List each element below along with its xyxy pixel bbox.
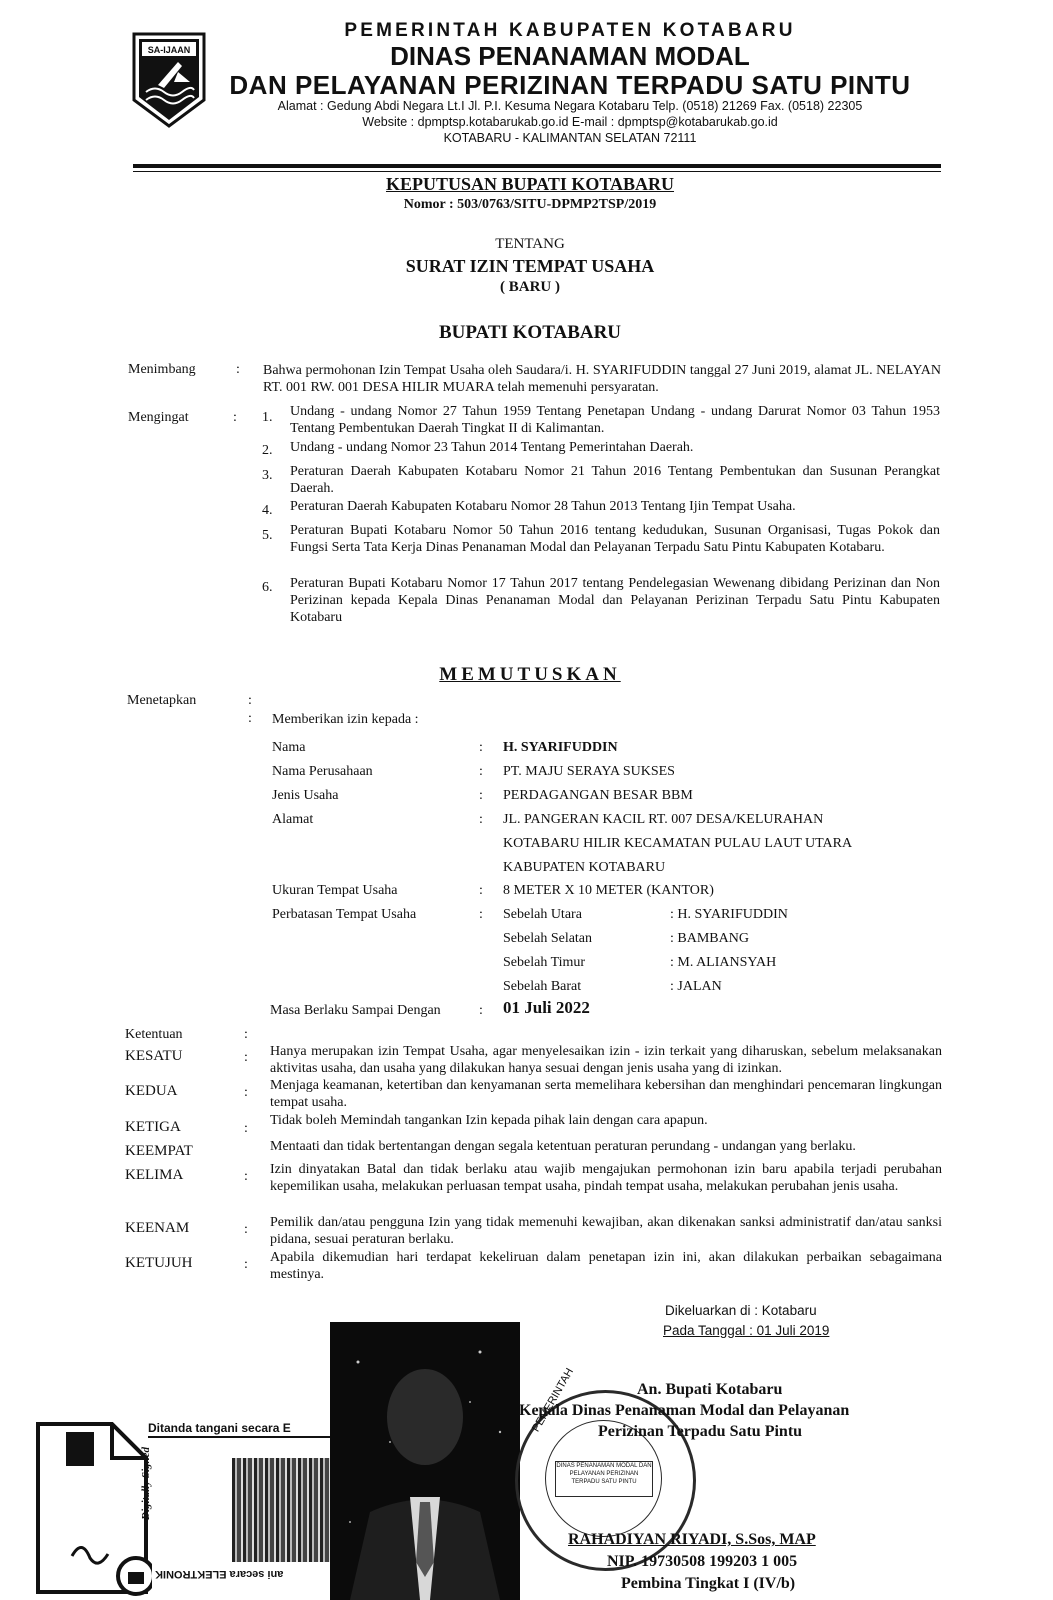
signer-nip: NIP. 19730508 199203 1 005 [607, 1553, 798, 1570]
field-label: Ukuran Tempat Usaha [272, 883, 398, 898]
border-side: Sebelah Utara [503, 907, 582, 922]
mengingat-item-num: 2. [262, 443, 273, 458]
mengingat-item-num: 1. [262, 410, 273, 425]
mengingat-item-text: Peraturan Bupati Kotabaru Nomor 50 Tahun 2016 tentang kedudukan, Susunan Organisasi, Tugas Pokok dan Fungsi Serta Tata Kerja Dinas Penanaman Modal dan Pelayanan Terpadu Satu Pintu Kabupaten Kotabaru. [290, 523, 940, 555]
ketentuan-item-colon: : [244, 1121, 248, 1136]
header-rule-thin [133, 171, 941, 172]
field-colon: : [479, 740, 483, 755]
field-value-address-line: JL. PANGERAN KACIL RT. 007 DESA/KELURAHAN [503, 812, 824, 827]
ketentuan-item-label: KELIMA [125, 1167, 184, 1183]
field-colon: : [479, 883, 483, 898]
regency-logo [130, 30, 208, 130]
border-value: : JALAN [670, 979, 722, 994]
mengingat-item-text: Undang - undang Nomor 23 Tahun 2014 Tentang Pemerintahan Daerah. [290, 440, 694, 455]
ketentuan-item-text: Mentaati dan tidak bertentangan dengan segala ketentuan peraturan perundang - undangan yang berlaku. [270, 1139, 856, 1154]
menetapkan-colon: : [248, 693, 252, 708]
field-label: Nama [272, 740, 306, 755]
ketentuan-item-colon: : [244, 1050, 248, 1065]
field-label: Jenis Usaha [272, 788, 339, 803]
sign-line2: Kepala Dinas Penanaman Modal dan Pelayanan [519, 1402, 850, 1419]
ketentuan-item-colon: : [244, 1085, 248, 1100]
mengingat-label: Mengingat [128, 410, 189, 425]
border-side: Sebelah Selatan [503, 931, 593, 946]
e-sign-rule [148, 1436, 330, 1438]
header-rule-thick [133, 164, 941, 168]
field-colon: : [479, 907, 483, 922]
ketentuan-item-text: Hanya merupakan izin Tempat Usaha, agar menyelesaikan izin - izin terkait yang diharuskan, sebelum melaksanakan aktivitas usaha, dan usaha yang dilakukan hanya sesuai dengan jenis usaha yang di izinkan. [270, 1044, 942, 1076]
header-address: Alamat : Gedung Abdi Negara Lt.I Jl. P.I. Kesuma Negara Kotabaru Telp. (0518) 21269 Fax. (0518) 22305 [277, 99, 863, 113]
qr-code [232, 1458, 330, 1562]
validity-colon: : [479, 1003, 483, 1018]
ketentuan-item-colon: : [244, 1222, 248, 1237]
ketentuan-item-text: Tidak boleh Memindah tangankan Izin kepada pihak lain dengan cara apapun. [270, 1113, 708, 1128]
menetapkan-colon-2: : [248, 711, 252, 726]
menetapkan-label: Menetapkan [127, 693, 197, 708]
mengingat-item-text: Undang - undang Nomor 27 Tahun 1959 Tentang Penetapan Undang - undang Darurat Nomor 03 Tahun 1953 Tentang Pembentukan Daerah Tingkat II di Kalimantan. [290, 404, 940, 436]
applicant-photo [330, 1322, 520, 1600]
signer-name: RAHADIYAN RIYADI, S.Sos, MAP [568, 1531, 816, 1548]
mengingat-colon: : [233, 410, 237, 425]
field-value-address-line: KOTABARU HILIR KECAMATAN PULAU LAUT UTARA [503, 836, 853, 851]
menimbang-text: Bahwa permohonan Izin Tempat Usaha oleh Saudara/i. H. SYARIFUDDIN tanggal 27 Juni 2019, alamat JL. NELAYAN RT. 001 RW. 001 DESA HILIR MUARA telah memenuhi persyaratan. [263, 363, 941, 395]
border-side: Sebelah Barat [503, 979, 582, 994]
ketentuan-item-label: KEENAM [125, 1220, 190, 1236]
field-label: Alamat [272, 812, 314, 827]
decree-subject: SURAT IZIN TEMPAT USAHA [405, 256, 655, 276]
border-side: Sebelah Timur [503, 955, 586, 970]
e-sign-badge: Digitally Signed [140, 1446, 152, 1520]
header-government: PEMERINTAH KABUPATEN KOTABARU [344, 20, 796, 41]
mengingat-item-num: 3. [262, 468, 273, 483]
field-value-size: 8 METER X 10 METER (KANTOR) [503, 883, 714, 898]
menimbang-colon: : [236, 362, 240, 377]
field-colon: : [479, 788, 483, 803]
border-value: : M. ALIANSYAH [670, 955, 777, 970]
decree-number: Nomor : 503/0763/SITU-DPMP2TSP/2019 [403, 197, 657, 212]
stamp-ring-text: PEMERINTAH [530, 1366, 577, 1434]
ketentuan-item-text: Izin dinyatakan Batal dan tidak berlaku atau wajib mengajukan permohonan izin baru apabila terjadi perubahan kepemilikan usaha, melakukan perluasan tempat usaha, pindah tempat usaha, melakukan perubahan jenis usaha. [270, 1162, 942, 1194]
header-agency-line1: DINAS PENANAMAN MODAL [390, 41, 750, 71]
e-sign-mirrored-text: ani secara ELEKTRONIK [155, 1568, 284, 1580]
field-value-business-type: PERDAGANGAN BESAR BBM [503, 788, 693, 803]
mengingat-item-text: Peraturan Bupati Kotabaru Nomor 17 Tahun 2017 tentang Pendelegasian Wewenang dibidang Perizinan dan Non Perizinan kepada Kepala Dinas Penanaman Modal dan Pelayanan Perizinan Terpadu Satu Pintu Kabupaten Kotabaru [290, 576, 940, 625]
menimbang-label: Menimbang [128, 362, 196, 377]
memutuskan-heading: MEMUTUSKAN [439, 664, 621, 685]
ketentuan-item-text: Menjaga keamanan, ketertiban dan kenyamanan serta memelihara kebersihan dan menghindari pencemaran lingkungan tempat usaha. [270, 1078, 942, 1110]
menetapkan-intro: Memberikan izin kepada : [272, 712, 419, 727]
validity-label: Masa Berlaku Sampai Dengan [270, 1003, 441, 1018]
e-sign-document-icon [32, 1418, 152, 1598]
decree-type: ( BARU ) [500, 279, 560, 295]
field-value-name: H. SYARIFUDDIN [503, 740, 618, 755]
field-colon: : [479, 812, 483, 827]
mengingat-item-text: Peraturan Daerah Kabupaten Kotabaru Nomor 28 Tahun 2013 Tentang Ijin Tempat Usaha. [290, 499, 796, 514]
decree-title: KEPUTUSAN BUPATI KOTABARU [385, 174, 675, 194]
mengingat-item-num: 5. [262, 528, 273, 543]
stamp-box-text: DINAS PENANAMAN MODAL DAN PELAYANAN PERIZINAN TERPADU SATU PINTU [555, 1461, 653, 1497]
header-city: KOTABARU - KALIMANTAN SELATAN 72111 [443, 131, 697, 145]
ketentuan-item-label: KEEMPAT [125, 1143, 193, 1159]
decree-about: TENTANG [495, 236, 565, 252]
ketentuan-item-text: Apabila dikemudian hari terdapat kekeliruan dalam penetapan izin ini, akan dilakukan perbaikan sebagaimana mestinya. [270, 1250, 942, 1282]
sign-line1: An. Bupati Kotabaru [637, 1381, 783, 1398]
field-value-address-line: KABUPATEN KOTABARU [503, 860, 666, 875]
signer-rank: Pembina Tingkat I (IV/b) [621, 1575, 796, 1592]
field-colon: : [479, 764, 483, 779]
ketentuan-item-colon: : [244, 1257, 248, 1272]
header-website: Website : dpmptsp.kotabarukab.go.id E-mail : dpmptsp@kotabarukab.go.id [362, 115, 778, 129]
issued-place: Dikeluarkan di : Kotabaru [665, 1303, 817, 1318]
mengingat-item-text: Peraturan Daerah Kabupaten Kotabaru Nomor 21 Tahun 2016 Tentang Pembentukan dan Susunan Perangkat Daerah. [290, 464, 940, 496]
field-label: Perbatasan Tempat Usaha [272, 907, 417, 922]
ketentuan-label: Ketentuan [125, 1027, 183, 1042]
decree-issuer: BUPATI KOTABARU [438, 322, 622, 343]
header-agency-line2: DAN PELAYANAN PERIZINAN TERPADU SATU PINTU [229, 70, 911, 100]
validity-value: 01 Juli 2022 [503, 998, 590, 1017]
ketentuan-item-colon: : [244, 1169, 248, 1184]
ketentuan-item-label: KESATU [125, 1048, 183, 1064]
border-value: : H. SYARIFUDDIN [670, 907, 788, 922]
e-sign-caption: Ditanda tangani secara E [148, 1421, 291, 1435]
mengingat-item-num: 4. [262, 503, 273, 518]
ketentuan-colon: : [244, 1027, 248, 1042]
mengingat-item-num: 6. [262, 580, 273, 595]
ketentuan-item-label: KETUJUH [125, 1255, 193, 1271]
ketentuan-item-label: KEDUA [125, 1083, 178, 1099]
border-value: : BAMBANG [670, 931, 749, 946]
issued-date: Pada Tanggal : 01 Juli 2019 [663, 1323, 830, 1338]
logo-text: SA-IJAAN [147, 45, 191, 55]
sign-line3: Perizinan Terpadu Satu Pintu [598, 1423, 803, 1440]
field-value-company: PT. MAJU SERAYA SUKSES [503, 764, 675, 779]
ketentuan-item-label: KETIGA [125, 1119, 181, 1135]
ketentuan-item-text: Pemilik dan/atau pengguna Izin yang tidak memenuhi kewajiban, akan dikenakan sanksi administratif dan/atau sanksi pidana, sesuai peraturan berlaku. [270, 1215, 942, 1247]
field-label: Nama Perusahaan [272, 764, 373, 779]
